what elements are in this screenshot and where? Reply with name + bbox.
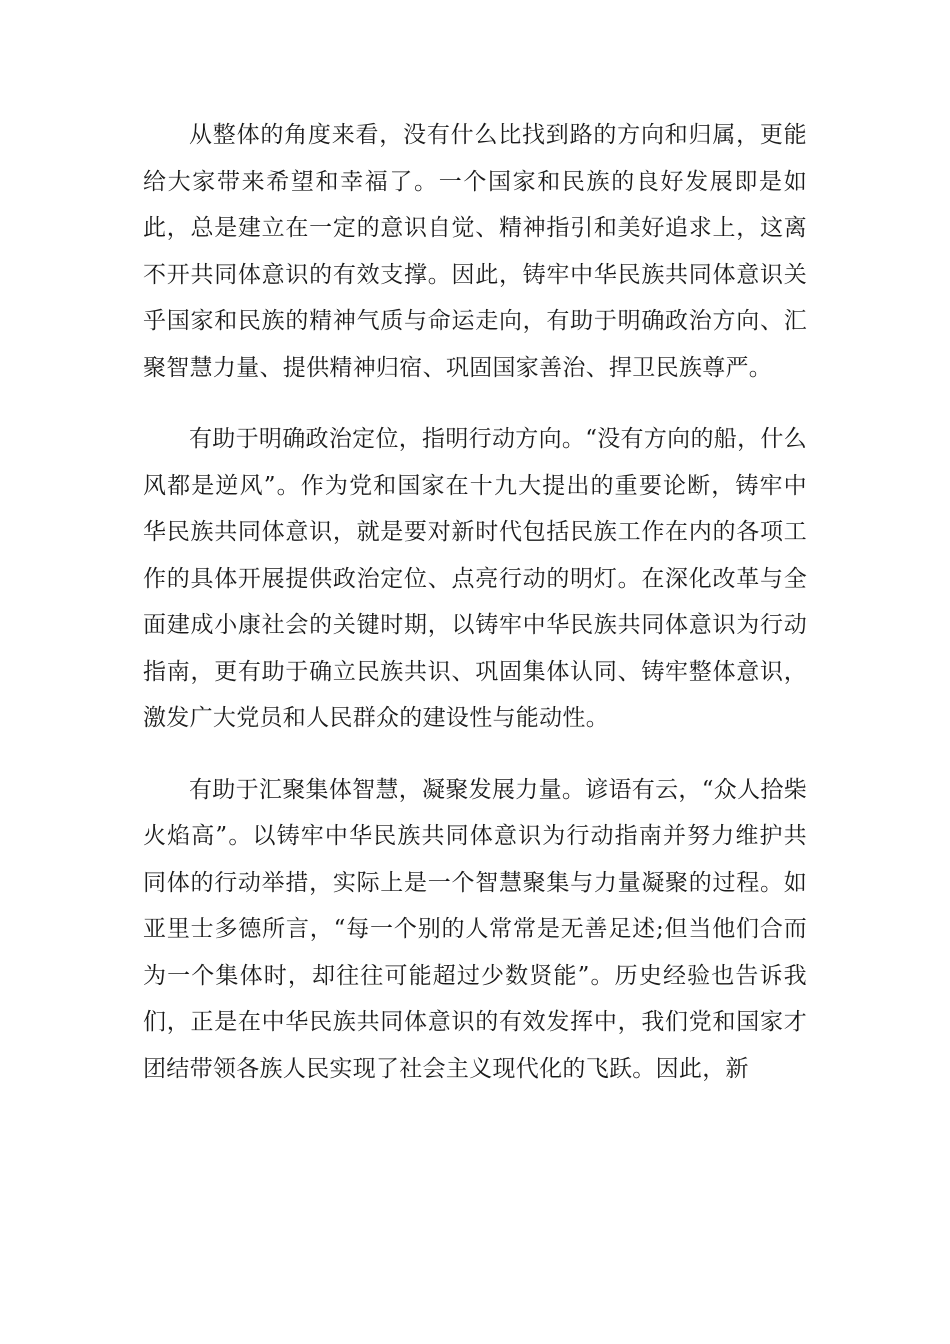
- document-body: [143, 112, 807, 1117]
- paragraph-3: 有助于汇聚集体智慧，凝聚发展力量。谚语有云，“众人拾柴火焰高”。以铸牢中华民族共同体意识为行动指南并努力维护共同体的行动举措，实际上是一个智慧聚集与力量凝聚的过程。如亚里士多德所言，“每一个别的人常常是无善足述;但当他们合而为一个集体时，却往往可能超过少数贤能”。历史经验也告诉我们，正是在中华民族共同体意识的有效发挥中，我们党和国家才团结带领各族人民实现了社会主义现代化的飞跃。因此，新: [143, 776, 807, 1082]
- paragraph-1: 从整体的角度来看，没有什么比找到路的方向和归属，更能给大家带来希望和幸福了。一个国家和民族的良好发展即是如此，总是建立在一定的意识自觉、精神指引和美好追求上，这离不开共同体意识的有效支撑。因此，铸牢中华民族共同体意识关乎国家和民族的精神气质与命运走向，有助于明确政治方向、汇聚智慧力量、提供精神归宿、巩固国家善治、捍卫民族尊严。: [143, 122, 807, 381]
- paragraph-2: 有助于明确政治定位，指明行动方向。“没有方向的船，什么风都是逆风”。作为党和国家在十九大提出的重要论断，铸牢中华民族共同体意识，就是要对新时代包括民族工作在内的各项工作的具体开展提供政治定位、点亮行动的明灯。在深化改革与全面建成小康社会的关键时期，以铸牢中华民族共同体意识为行动指南，更有助于确立民族共识、巩固集体认同、铸牢整体意识，激发广大党员和人民群众的建设性与能动性。: [143, 426, 807, 731]
